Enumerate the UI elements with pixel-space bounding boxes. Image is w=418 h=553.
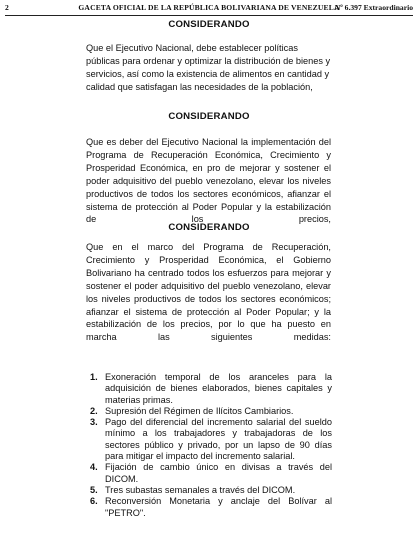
measure-number: 2.	[90, 405, 98, 416]
issue-number: Nº 6.397 Extraordinario	[334, 3, 413, 12]
measure-number: 6.	[90, 496, 98, 507]
measure-text: Tres subastas semanales a través del DICOM.	[105, 484, 296, 495]
measure-item	[90, 496, 332, 519]
measure-item	[90, 462, 332, 485]
gazette-header	[5, 2, 413, 14]
measure-text: Fijación de cambio único en divisas a través del DICOM.	[105, 462, 332, 484]
considerando-heading-3: CONSIDERANDO	[168, 222, 250, 233]
page-number: 2	[5, 3, 9, 12]
measure-item	[90, 406, 332, 417]
measure-text: Reconversión Monetaria y anclaje del Bolívar al "PETRO".	[105, 496, 332, 518]
measure-number: 5.	[90, 484, 98, 495]
measures-list	[90, 372, 332, 519]
gazette-title: GACETA OFICIAL DE LA REPÚBLICA BOLIVARIANA DE VENEZUELA	[78, 3, 340, 12]
considerando-paragraph-1: Que el Ejecutivo Nacional, debe establecer políticas públicas para ordenar y optimizar la distribución de bienes y servicios, así como la existencia de alimentos en cantidad y calidad que satisfagan las necesidades de la población,	[86, 43, 331, 92]
measure-number: 3.	[90, 417, 98, 428]
header-rule	[5, 15, 413, 16]
considerando-paragraph-3: Que en el marco del Programa de Recuperación, Crecimiento y Prosperidad Económica, el Gobierno Bolivariano ha centrado todos los esfuerzos para mejorar y sostener el poder adquisitivo del pueblo venezolano, elevar los niveles productivos de todos los sectores económicos; afianzar el sistema de protección al Poder Popular; y la estabilización de los precios, por lo que ha puesto en marcha las siguientes medidas:	[86, 242, 331, 343]
measure-number: 4.	[90, 462, 98, 473]
measure-text: Exoneración temporal de los aranceles para la adquisición de bienes elaborados, bienes capitales y materias primas.	[105, 372, 332, 405]
measure-text: Supresión del Régimen de Ilícitos Cambiarios.	[105, 405, 294, 416]
measure-item	[90, 485, 332, 496]
measure-number: 1.	[90, 372, 98, 382]
considerando-heading-1: CONSIDERANDO	[168, 19, 250, 30]
measure-item	[90, 417, 332, 462]
considerando-paragraph-2: Que es deber del Ejecutivo Nacional la implementación del Programa de Recuperación Económica, Crecimiento y Prosperidad Económica, en pro de mejorar y sostener el poder adquisitivo del pueblo venezolano, elevar los niveles productivos de todos los sectores económicos, afianzar el sistema de protección al Poder Popular y la estabilización de los precios,	[86, 137, 331, 225]
measure-text: Pago del diferencial del incremento salarial del sueldo mínimo a los trabajadores y trabajadoras de los sectores público y privado, por un lapso de 90 días para mitigar el impacto del incremento salarial.	[105, 417, 332, 462]
considerando-heading-2: CONSIDERANDO	[168, 111, 250, 122]
measure-item	[90, 372, 332, 406]
